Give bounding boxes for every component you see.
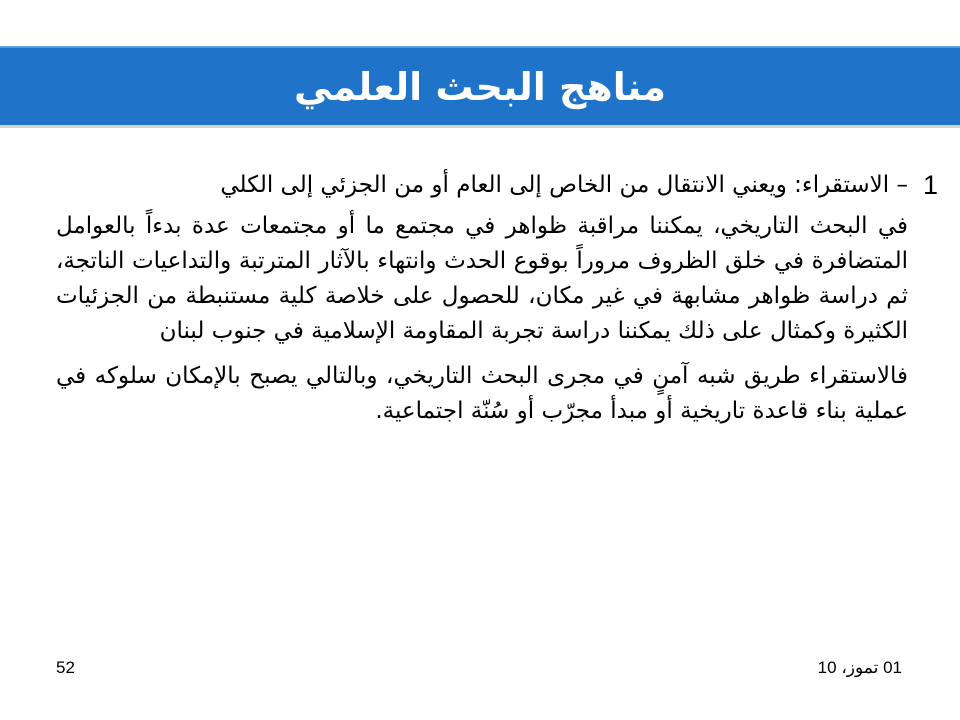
list-item-text: – الاستقراء: ويعني الانتقال من الخاص إلى العام أو من الجزئي إلى الكلي [220, 172, 908, 198]
slide-content [56, 168, 938, 429]
list-item-number: 1 [922, 170, 938, 200]
paragraph-1: في البحث التاريخي، يمكننا مراقبة ظواهر في مجتمع ما أو مجتمعات عدة بدءاً بالعوامل المتضافرة في خلق الظروف مروراً بوقوع الحدث وانتهاء بالآثار المترتبة والتداعيات الناتجة، ثم دراسة ظواهر مشابهة في غير مكان، للحصول على خلاصة كلية مستنبطة من الجزئيات الكثيرة وكمثال على ذلك يمكننا دراسة تجربة المقاومة الإسلامية في جنوب لبنان [56, 213, 908, 344]
title-bar [0, 46, 960, 128]
page-number: 52 [56, 658, 75, 677]
slide-title: مناهج البحث العلمي [293, 65, 667, 109]
list-item-1 [56, 168, 938, 203]
footer-date: 01 تموز، 10 [817, 658, 902, 677]
paragraph-2: فالاستقراء طريق شبه آمنٍ في مجرى البحث التاريخي، وبالتالي يصبح بالإمكان سلوكه في عملية بناء قاعدة تاريخية أو مبدأ مجرّب أو سُنّة اجتماعية. [56, 363, 908, 424]
